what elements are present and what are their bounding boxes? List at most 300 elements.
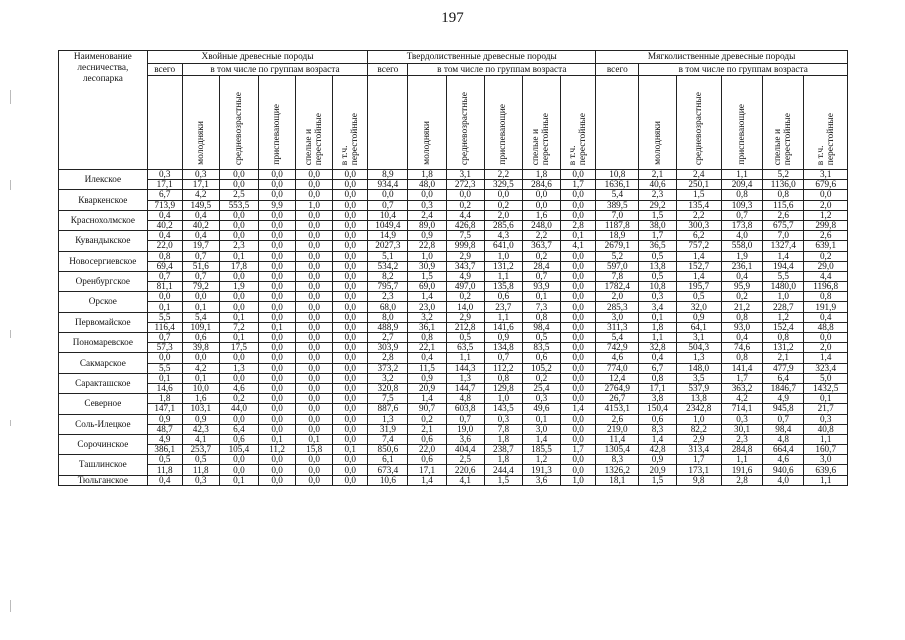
- table-cell: 2,3: [639, 190, 676, 200]
- table-cell: 0,0: [333, 394, 368, 404]
- table-cell: 0,0: [296, 312, 333, 322]
- table-cell: 105,2: [522, 363, 560, 373]
- table-cell: 238,7: [484, 445, 522, 455]
- table-cell: 14,6: [147, 383, 182, 393]
- table-cell: 0,0: [259, 414, 296, 424]
- table-cell: 0,8: [147, 251, 182, 261]
- table-cell: 8,9: [368, 170, 408, 180]
- table-cell: 940,6: [763, 465, 804, 475]
- table-cell: 0,4: [721, 271, 762, 281]
- table-cell: 10,8: [596, 170, 639, 180]
- table-row: [59, 455, 848, 465]
- header-total: всего: [147, 64, 182, 76]
- table-cell: 0,0: [484, 190, 522, 200]
- table-cell: 22,0: [408, 445, 446, 455]
- table-cell: 0,1: [219, 475, 258, 485]
- table-cell: 641,0: [484, 241, 522, 251]
- table-cell: 141,4: [721, 363, 762, 373]
- table-cell: 329,5: [484, 180, 522, 190]
- table-cell: 2027,3: [368, 241, 408, 251]
- table-cell: 1,0: [676, 414, 721, 424]
- table-cell: 49,6: [522, 404, 560, 414]
- table-cell: 0,0: [259, 292, 296, 302]
- table-cell: 1305,4: [596, 445, 639, 455]
- table-cell: 17,5: [219, 343, 258, 353]
- table-cell: 5,5: [763, 271, 804, 281]
- table-cell: 5,2: [763, 170, 804, 180]
- table-cell: 48,0: [408, 180, 446, 190]
- table-cell: 1,4: [408, 292, 446, 302]
- table-cell: 0,9: [408, 373, 446, 383]
- table-cell: 0,0: [296, 241, 333, 251]
- table-cell: 0,0: [219, 302, 258, 312]
- table-cell: 2,6: [804, 231, 848, 241]
- forestry-name: Илекское: [59, 170, 148, 190]
- table-cell: 1432,5: [804, 383, 848, 393]
- forestry-name: Кувандыкское: [59, 231, 148, 251]
- table-cell: 0,5: [639, 251, 676, 261]
- table-cell: 152,4: [763, 322, 804, 332]
- table-cell: 0,0: [296, 343, 333, 353]
- table-cell: 0,0: [561, 200, 596, 210]
- table-cell: 0,7: [446, 414, 484, 424]
- table-cell: 284,8: [721, 445, 762, 455]
- table-cell: 6,7: [639, 363, 676, 373]
- table-cell: 98,4: [522, 322, 560, 332]
- table-cell: 109,1: [182, 322, 219, 332]
- table-cell: 131,2: [484, 261, 522, 271]
- table-cell: 3,0: [804, 455, 848, 465]
- table-cell: 4,0: [763, 475, 804, 485]
- table-cell: 0,0: [333, 302, 368, 312]
- table-cell: 29,2: [639, 200, 676, 210]
- table-cell: 150,4: [639, 404, 676, 414]
- table-cell: 3,0: [596, 312, 639, 322]
- table-cell: 363,2: [721, 383, 762, 393]
- table-cell: 28,4: [522, 261, 560, 271]
- table-cell: 1,8: [484, 434, 522, 444]
- table-cell: 2,0: [804, 200, 848, 210]
- table-cell: 0,3: [408, 200, 446, 210]
- header-age-group: [484, 76, 522, 170]
- table-cell: 0,0: [182, 292, 219, 302]
- table-cell: 0,0: [259, 424, 296, 434]
- table-cell: 195,7: [676, 282, 721, 292]
- table-cell: 0,0: [296, 261, 333, 271]
- table-cell: 38,0: [639, 220, 676, 230]
- table-cell: 0,0: [296, 475, 333, 485]
- table-cell: 147,1: [147, 404, 182, 414]
- table-cell: 1,8: [147, 394, 182, 404]
- table-cell: 2,1: [408, 424, 446, 434]
- table-cell: 9,9: [259, 200, 296, 210]
- header-age-group-label: в т.ч. перестойные: [340, 112, 361, 165]
- table-cell: 63,5: [446, 343, 484, 353]
- table-cell: 558,0: [721, 241, 762, 251]
- table-cell: 0,0: [219, 353, 258, 363]
- table-cell: 343,7: [446, 261, 484, 271]
- table-cell: 1,7: [561, 180, 596, 190]
- table-cell: 1,3: [676, 353, 721, 363]
- table-cell: 90,7: [408, 404, 446, 414]
- table-row: [59, 292, 848, 302]
- table-cell: 93,9: [522, 282, 560, 292]
- table-cell: 4,4: [446, 210, 484, 220]
- table-cell: 0,0: [259, 333, 296, 343]
- table-cell: 0,0: [333, 424, 368, 434]
- table-cell: 0,0: [333, 312, 368, 322]
- table-row: [59, 271, 848, 281]
- forestry-name: Саракташское: [59, 373, 148, 393]
- table-row: [59, 190, 848, 200]
- table-cell: 9,8: [676, 475, 721, 485]
- table-cell: 1,4: [676, 251, 721, 261]
- table-cell: 191,9: [804, 302, 848, 312]
- table-cell: 160,7: [804, 445, 848, 455]
- table-cell: 1,1: [804, 434, 848, 444]
- table-cell: 0,0: [296, 231, 333, 241]
- header-age-group: [561, 76, 596, 170]
- header-age-group: [219, 76, 258, 170]
- table-cell: 79,2: [182, 282, 219, 292]
- table-cell: 141,6: [484, 322, 522, 332]
- table-cell: 2,8: [368, 353, 408, 363]
- table-cell: 2,3: [219, 241, 258, 251]
- table-cell: 98,4: [763, 424, 804, 434]
- table-cell: 64,1: [676, 322, 721, 332]
- page-number: 197: [441, 10, 464, 26]
- table-cell: 0,0: [333, 190, 368, 200]
- table-cell: 1480,0: [763, 282, 804, 292]
- table-cell: 23,7: [484, 302, 522, 312]
- table-cell: 1,9: [721, 251, 762, 261]
- table-cell: 1,4: [408, 475, 446, 485]
- table-cell: 0,1: [333, 445, 368, 455]
- table-cell: 0,1: [639, 312, 676, 322]
- table-cell: 0,0: [446, 190, 484, 200]
- table-cell: 5,5: [147, 363, 182, 373]
- header-age-group-label: в т.ч. перестойные: [568, 112, 589, 165]
- table-cell: 11,2: [259, 445, 296, 455]
- table-cell: 0,2: [219, 394, 258, 404]
- table-cell: 0,1: [219, 333, 258, 343]
- table-cell: 0,3: [639, 292, 676, 302]
- table-cell: 0,0: [259, 465, 296, 475]
- table-cell: 0,0: [333, 251, 368, 261]
- table-cell: 0,0: [259, 241, 296, 251]
- table-cell: 934,4: [368, 180, 408, 190]
- table-cell: 0,2: [804, 251, 848, 261]
- table-cell: 0,0: [561, 271, 596, 281]
- table-cell: 5,4: [596, 190, 639, 200]
- table-row: [59, 333, 848, 343]
- table-cell: 553,5: [219, 200, 258, 210]
- table-cell: 0,1: [561, 231, 596, 241]
- table-cell: 0,2: [484, 200, 522, 210]
- header-age-group: [446, 76, 484, 170]
- table-cell: 1049,4: [368, 220, 408, 230]
- table-cell: 0,8: [763, 190, 804, 200]
- table-cell: 323,4: [804, 363, 848, 373]
- table-cell: 0,0: [296, 292, 333, 302]
- table-cell: 4,2: [721, 394, 762, 404]
- table-cell: 51,6: [182, 261, 219, 271]
- table-cell: 4,2: [182, 363, 219, 373]
- table-cell: 13,8: [639, 261, 676, 271]
- forestry-name: Ташлинское: [59, 455, 148, 475]
- table-cell: 1,4: [408, 394, 446, 404]
- header-age-group: [259, 76, 296, 170]
- table-cell: 2,5: [219, 190, 258, 200]
- table-cell: 0,0: [259, 455, 296, 465]
- table-cell: 42,8: [639, 445, 676, 455]
- table-cell: 285,6: [484, 220, 522, 230]
- forestry-name: Сакмарское: [59, 353, 148, 373]
- table-cell: 0,7: [763, 414, 804, 424]
- table-cell: 0,1: [522, 414, 560, 424]
- header-age-group: [721, 76, 762, 170]
- table-cell: 21,7: [804, 404, 848, 414]
- table-row: [59, 180, 848, 190]
- table-cell: 2,1: [763, 353, 804, 363]
- table-cell: 0,0: [259, 190, 296, 200]
- table-cell: 0,4: [182, 231, 219, 241]
- table-cell: 0,6: [182, 333, 219, 343]
- table-cell: 1,4: [639, 434, 676, 444]
- table-cell: 1,8: [639, 322, 676, 332]
- table-cell: 194,4: [763, 261, 804, 271]
- header-age-group-label: средневозрастные: [233, 91, 244, 165]
- table-cell: 0,0: [219, 465, 258, 475]
- table-row: [59, 231, 848, 241]
- table-cell: 1,3: [446, 373, 484, 383]
- table-cell: 144,7: [446, 383, 484, 393]
- table-cell: 74,6: [721, 343, 762, 353]
- table-cell: 1196,8: [804, 282, 848, 292]
- header-by-age: в том числе по группам возраста: [408, 64, 596, 76]
- table-cell: 713,9: [147, 200, 182, 210]
- table-cell: 1,3: [219, 363, 258, 373]
- header-age-group-label: спелые и перестойные: [531, 112, 552, 165]
- table-cell: 11,8: [147, 465, 182, 475]
- table-cell: 148,0: [676, 363, 721, 373]
- table-cell: 0,8: [639, 373, 676, 383]
- table-cell: 0,0: [182, 353, 219, 363]
- table-cell: 0,0: [522, 200, 560, 210]
- table-cell: 15,8: [296, 445, 333, 455]
- table-cell: 0,0: [296, 210, 333, 220]
- table-row: [59, 282, 848, 292]
- table-cell: 0,0: [333, 353, 368, 363]
- table-cell: 0,0: [219, 231, 258, 241]
- table-cell: 40,6: [639, 180, 676, 190]
- header-age-group-label: молодняки: [195, 121, 206, 165]
- table-cell: 0,0: [296, 353, 333, 363]
- table-cell: 285,3: [596, 302, 639, 312]
- table-row: [59, 251, 848, 261]
- table-cell: 173,8: [721, 220, 762, 230]
- table-cell: 4,9: [446, 271, 484, 281]
- table-cell: 2,6: [763, 210, 804, 220]
- table-cell: 31,9: [368, 424, 408, 434]
- table-cell: 0,7: [182, 251, 219, 261]
- table-cell: 2,4: [408, 210, 446, 220]
- table-row: [59, 302, 848, 312]
- header-age-group-label: молодняки: [422, 121, 433, 165]
- table-cell: 0,2: [446, 200, 484, 210]
- table-cell: 0,9: [484, 333, 522, 343]
- table-cell: 22,1: [408, 343, 446, 353]
- table-cell: 0,5: [639, 271, 676, 281]
- table-cell: 81,1: [147, 282, 182, 292]
- table-cell: 0,1: [219, 312, 258, 322]
- table-cell: 0,6: [639, 414, 676, 424]
- table-cell: 0,4: [182, 210, 219, 220]
- table-cell: 14,0: [446, 302, 484, 312]
- table-cell: 4,2: [182, 190, 219, 200]
- table-cell: 1,3: [368, 414, 408, 424]
- table-cell: 89,0: [408, 220, 446, 230]
- table-cell: 11,5: [408, 363, 446, 373]
- table-cell: 0,0: [259, 363, 296, 373]
- table-cell: 389,5: [596, 200, 639, 210]
- table-cell: 135,8: [484, 282, 522, 292]
- table-cell: 82,2: [676, 424, 721, 434]
- table-cell: 0,3: [484, 414, 522, 424]
- table-cell: 0,0: [259, 353, 296, 363]
- table-cell: 4,1: [446, 475, 484, 485]
- table-cell: 0,0: [333, 434, 368, 444]
- table-cell: 32,0: [676, 302, 721, 312]
- table-cell: 0,0: [296, 220, 333, 230]
- table-cell: 1,5: [639, 475, 676, 485]
- table-cell: 0,0: [259, 170, 296, 180]
- table-cell: 4,8: [763, 434, 804, 444]
- table-cell: 0,7: [147, 271, 182, 281]
- table-cell: 999,8: [446, 241, 484, 251]
- table-cell: 1,4: [763, 251, 804, 261]
- table-cell: 0,0: [333, 170, 368, 180]
- table-cell: 105,4: [219, 445, 258, 455]
- table-cell: 4,1: [182, 434, 219, 444]
- table-cell: 3,2: [408, 312, 446, 322]
- table-row: [59, 170, 848, 180]
- table-cell: 0,4: [147, 210, 182, 220]
- table-cell: 0,0: [561, 261, 596, 271]
- table-cell: 36,5: [639, 241, 676, 251]
- table-cell: 8,0: [368, 312, 408, 322]
- table-cell: 212,8: [446, 322, 484, 332]
- table-cell: 0,9: [408, 231, 446, 241]
- table-cell: 0,0: [561, 292, 596, 302]
- table-cell: 0,5: [147, 455, 182, 465]
- table-cell: 11,4: [596, 434, 639, 444]
- table-cell: 303,9: [368, 343, 408, 353]
- table-cell: 236,1: [721, 261, 762, 271]
- table-row: [59, 475, 848, 485]
- table-cell: 714,1: [721, 404, 762, 414]
- table-cell: 5,5: [147, 312, 182, 322]
- table-cell: 2,9: [446, 251, 484, 261]
- table-cell: 497,0: [446, 282, 484, 292]
- table-cell: 0,0: [804, 190, 848, 200]
- table-cell: 1,2: [522, 455, 560, 465]
- table-cell: 537,9: [676, 383, 721, 393]
- table-cell: 795,7: [368, 282, 408, 292]
- table-cell: 2,2: [484, 170, 522, 180]
- table-cell: 0,0: [333, 363, 368, 373]
- table-cell: 1,2: [804, 210, 848, 220]
- table-cell: 0,6: [408, 455, 446, 465]
- table-cell: 1,7: [676, 455, 721, 465]
- table-cell: 17,1: [182, 180, 219, 190]
- table-cell: 1,9: [219, 282, 258, 292]
- table-cell: 22,0: [147, 241, 182, 251]
- header-age-group-label: в т.ч. перестойные: [815, 112, 836, 165]
- table-cell: 774,0: [596, 363, 639, 373]
- table-cell: 250,1: [676, 180, 721, 190]
- table-cell: 26,7: [596, 394, 639, 404]
- header-total: всего: [368, 64, 408, 76]
- table-cell: 0,0: [296, 322, 333, 332]
- table-cell: 0,8: [522, 312, 560, 322]
- table-row: [59, 363, 848, 373]
- table-cell: 0,1: [219, 251, 258, 261]
- table-cell: 0,8: [408, 333, 446, 343]
- table-cell: 7,0: [763, 231, 804, 241]
- forestry-name: Кваркенское: [59, 190, 148, 210]
- table-cell: 69,0: [408, 282, 446, 292]
- table-cell: 4153,1: [596, 404, 639, 414]
- header-group-conifer: Хвойные древесные породы: [147, 51, 368, 64]
- table-cell: 209,4: [721, 180, 762, 190]
- header-age-group-label: средневозрастные: [693, 91, 704, 165]
- table-cell: 0,8: [721, 190, 762, 200]
- table-cell: 144,3: [446, 363, 484, 373]
- table-cell: 534,2: [368, 261, 408, 271]
- table-cell: 6,4: [763, 373, 804, 383]
- table-cell: 1,6: [182, 394, 219, 404]
- table-cell: 0,5: [676, 292, 721, 302]
- table-cell: 0,3: [182, 170, 219, 180]
- table-row: [59, 434, 848, 444]
- table-cell: 1,4: [522, 434, 560, 444]
- header-age-group: [763, 76, 804, 170]
- table-cell: 0,0: [259, 343, 296, 353]
- table-cell: 39,8: [182, 343, 219, 353]
- table-cell: 373,2: [368, 363, 408, 373]
- table-cell: 143,5: [484, 404, 522, 414]
- table-cell: 0,7: [721, 210, 762, 220]
- header-group-softwood: Мягколиственные древесные породы: [596, 51, 848, 64]
- table-cell: 2,0: [484, 210, 522, 220]
- table-cell: 131,2: [763, 343, 804, 353]
- table-cell: 0,0: [333, 383, 368, 393]
- table-cell: 0,2: [408, 414, 446, 424]
- table-cell: 0,0: [259, 231, 296, 241]
- table-cell: 23,0: [408, 302, 446, 312]
- table-cell: 0,0: [561, 383, 596, 393]
- header-age-group: [296, 76, 333, 170]
- header-age-group-label: приспевающие: [737, 104, 748, 165]
- table-cell: 13,8: [676, 394, 721, 404]
- table-cell: 284,6: [522, 180, 560, 190]
- table-cell: 426,8: [446, 220, 484, 230]
- table-cell: 0,7: [522, 271, 560, 281]
- table-cell: 0,6: [219, 434, 258, 444]
- table-cell: 14,9: [368, 231, 408, 241]
- table-cell: 0,3: [147, 170, 182, 180]
